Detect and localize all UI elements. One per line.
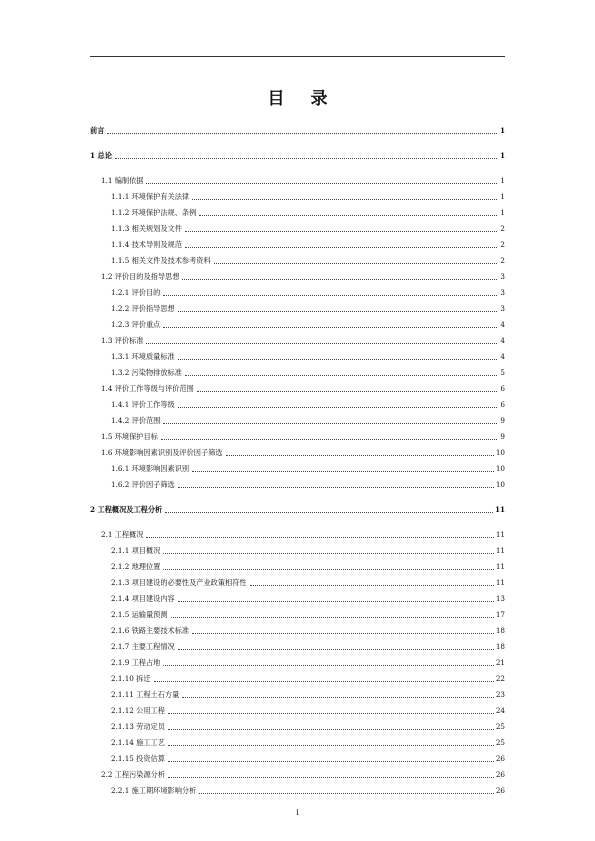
toc-entry-page: 24 xyxy=(495,706,505,715)
toc-entry-page: 18 xyxy=(495,626,505,635)
table-of-contents xyxy=(90,119,505,795)
dot-leader xyxy=(146,343,497,344)
dot-leader xyxy=(192,199,497,200)
dot-leader xyxy=(115,158,497,159)
toc-entry-label: 1.1.5 相关文件及技术参考资料 xyxy=(111,256,211,265)
toc-entry-label: 1.1.3 相关规划及文件 xyxy=(111,224,182,233)
toc-entry[interactable] xyxy=(90,361,505,377)
toc-entry-page: 3 xyxy=(500,288,505,297)
toc-entry[interactable] xyxy=(90,119,505,135)
dot-leader xyxy=(199,793,494,794)
toc-entry-label: 1.2 评价目的及指导思想 xyxy=(101,272,180,281)
dot-leader xyxy=(168,745,494,746)
toc-entry-page: 10 xyxy=(495,464,505,473)
toc-entry-label: 2.1.9 工程占地 xyxy=(111,658,161,667)
dot-leader xyxy=(178,407,497,408)
toc-entry[interactable] xyxy=(90,635,505,651)
dot-leader xyxy=(161,439,497,440)
toc-entry[interactable] xyxy=(90,185,505,201)
toc-entry[interactable] xyxy=(90,747,505,763)
toc-entry-page: 26 xyxy=(495,786,505,795)
dot-leader xyxy=(192,633,494,634)
toc-entry[interactable] xyxy=(90,498,505,514)
toc-entry-page: 23 xyxy=(495,690,505,699)
toc-entry[interactable] xyxy=(90,555,505,571)
page-title: 目 录 xyxy=(267,89,338,109)
toc-entry-label: 2.1.4 项目建设内容 xyxy=(111,594,175,603)
toc-entry[interactable] xyxy=(90,345,505,361)
toc-entry-page: 1 xyxy=(499,151,505,160)
toc-entry-page: 4 xyxy=(500,320,505,329)
dot-leader xyxy=(250,585,494,586)
toc-entry[interactable] xyxy=(90,587,505,603)
dot-leader xyxy=(168,713,494,714)
toc-entry-page: 4 xyxy=(500,336,505,345)
toc-entry-label: 2.1.6 铁路主要技术标准 xyxy=(111,626,190,635)
toc-entry[interactable] xyxy=(90,571,505,587)
dot-leader xyxy=(197,391,497,392)
toc-entry[interactable] xyxy=(90,297,505,313)
toc-entry[interactable] xyxy=(90,217,505,233)
toc-entry-page: 2 xyxy=(500,256,505,265)
dot-leader xyxy=(163,295,497,296)
toc-entry-label: 2.1.7 主要工程情况 xyxy=(111,642,175,651)
toc-entry[interactable] xyxy=(90,539,505,555)
toc-entry-label: 1.2.2 评价指导思想 xyxy=(111,304,175,313)
toc-entry-label: 2.1.12 公用工程 xyxy=(111,706,165,715)
dot-leader xyxy=(178,601,494,602)
toc-entry-page: 18 xyxy=(495,642,505,651)
toc-entry-page: 4 xyxy=(500,352,505,361)
toc-entry-label: 1.5 环境保护目标 xyxy=(101,432,158,441)
toc-entry-page: 3 xyxy=(500,304,505,313)
toc-entry[interactable] xyxy=(90,313,505,329)
toc-entry-label: 2.1.2 地理位置 xyxy=(111,562,161,571)
toc-entry-page: 11 xyxy=(495,546,505,555)
toc-entry-label: 2.2.1 施工期环境影响分析 xyxy=(111,786,197,795)
dot-leader xyxy=(192,471,494,472)
dot-leader xyxy=(146,537,493,538)
dot-leader xyxy=(185,231,497,232)
toc-entry-label: 1.3.2 污染物排放标准 xyxy=(111,368,182,377)
dot-leader xyxy=(178,487,494,488)
toc-entry-page: 25 xyxy=(495,722,505,731)
dot-leader xyxy=(146,183,497,184)
toc-entry[interactable] xyxy=(90,667,505,683)
toc-entry-label: 1.6.1 环境影响因素识别 xyxy=(111,464,190,473)
toc-entry-label: 2.1 工程概况 xyxy=(101,530,144,539)
toc-entry-label: 1.1.4 技术导则及规范 xyxy=(111,240,182,249)
dot-leader xyxy=(163,665,494,666)
toc-entry-page: 26 xyxy=(495,754,505,763)
toc-entry[interactable] xyxy=(90,441,505,457)
dot-leader xyxy=(171,617,494,618)
toc-entry-label: 1.2.3 评价重点 xyxy=(111,320,161,329)
toc-entry[interactable] xyxy=(90,281,505,297)
toc-entry-page: 25 xyxy=(495,738,505,747)
toc-entry[interactable] xyxy=(90,377,505,393)
dot-leader xyxy=(163,569,494,570)
toc-entry[interactable] xyxy=(90,329,505,345)
toc-entry[interactable] xyxy=(90,201,505,217)
toc-entry-page: 21 xyxy=(495,658,505,667)
toc-entry-label: 2.2 工程污染源分析 xyxy=(101,770,166,779)
toc-entry[interactable] xyxy=(90,651,505,667)
toc-entry[interactable] xyxy=(90,457,505,473)
toc-entry-page: 26 xyxy=(495,770,505,779)
toc-entry[interactable] xyxy=(90,233,505,249)
toc-entry-label: 2.1.13 劳动定员 xyxy=(111,722,165,731)
dot-leader xyxy=(163,327,497,328)
toc-entry-label: 2.1.5 运输量预测 xyxy=(111,610,168,619)
toc-entry-label: 2 工程概况及工程分析 xyxy=(90,505,163,514)
toc-entry-label: 1.4.2 评价范围 xyxy=(111,416,161,425)
dot-leader xyxy=(178,311,497,312)
toc-entry[interactable] xyxy=(90,763,505,779)
dot-leader xyxy=(163,423,497,424)
toc-entry[interactable] xyxy=(90,523,505,539)
toc-entry-page: 22 xyxy=(495,674,505,683)
toc-entry-label: 1.2.1 评价目的 xyxy=(111,288,161,297)
toc-entry-page: 2 xyxy=(500,240,505,249)
toc-entry-label: 1.1.1 环境保护有关法律 xyxy=(111,192,190,201)
dot-leader xyxy=(185,375,497,376)
toc-entry-label: 1.6 环境影响因素识别及评价因子筛选 xyxy=(101,448,223,457)
toc-entry-page: 9 xyxy=(500,432,505,441)
toc-entry[interactable] xyxy=(90,144,505,160)
toc-entry[interactable] xyxy=(90,249,505,265)
toc-entry-label: 1.1 编制依据 xyxy=(101,176,144,185)
dot-leader xyxy=(182,279,497,280)
header-rule xyxy=(90,56,505,57)
toc-entry-page: 3 xyxy=(500,272,505,281)
toc-entry-page: 11 xyxy=(494,505,505,514)
toc-entry-label: 2.1.3 项目建设的必要性及产业政策相符性 xyxy=(111,578,247,587)
toc-entry-page: 10 xyxy=(495,480,505,489)
dot-leader xyxy=(107,133,497,134)
toc-entry-page: 1 xyxy=(500,192,505,201)
toc-entry-page: 6 xyxy=(500,384,505,393)
toc-entry[interactable] xyxy=(90,473,505,489)
toc-entry[interactable] xyxy=(90,779,505,795)
toc-entry[interactable] xyxy=(90,619,505,635)
toc-entry-page: 1 xyxy=(500,176,505,185)
dot-leader xyxy=(165,512,493,513)
toc-entry-label: 2.1.15 投资估算 xyxy=(111,754,165,763)
toc-entry-label: 2.1.1 项目概况 xyxy=(111,546,161,555)
toc-entry-label: 1.3 评价标准 xyxy=(101,336,144,345)
toc-entry[interactable] xyxy=(90,425,505,441)
dot-leader xyxy=(163,553,494,554)
toc-entry-page: 2 xyxy=(500,224,505,233)
dot-leader xyxy=(185,247,497,248)
toc-entry-label: 前言 xyxy=(90,126,105,135)
toc-entry-page: 1 xyxy=(499,126,505,135)
toc-entry-label: 1.3.1 环境质量标准 xyxy=(111,352,175,361)
toc-entry-label: 1 总论 xyxy=(90,151,112,160)
toc-entry-page: 1 xyxy=(500,208,505,217)
toc-entry-label: 2.1.10 拆迁 xyxy=(111,674,151,683)
toc-entry-page: 17 xyxy=(495,610,505,619)
dot-leader xyxy=(214,263,497,264)
dot-leader xyxy=(168,729,494,730)
toc-entry[interactable] xyxy=(90,409,505,425)
toc-entry-page: 11 xyxy=(495,562,505,571)
toc-entry-page: 11 xyxy=(495,578,505,587)
dot-leader xyxy=(199,215,497,216)
toc-entry[interactable] xyxy=(90,265,505,281)
toc-entry[interactable] xyxy=(90,683,505,699)
page-number: i xyxy=(296,808,299,817)
dot-leader xyxy=(168,777,494,778)
toc-entry-label: 1.6.2 评价因子筛选 xyxy=(111,480,175,489)
toc-entry-label: 1.1.2 环境保护法规、条例 xyxy=(111,208,197,217)
toc-entry[interactable] xyxy=(90,731,505,747)
toc-entry-page: 6 xyxy=(500,400,505,409)
dot-leader xyxy=(168,761,494,762)
toc-entry-label: 1.4 评价工作等级与评价范围 xyxy=(101,384,194,393)
toc-entry-page: 10 xyxy=(495,448,505,457)
toc-entry[interactable] xyxy=(90,603,505,619)
dot-leader xyxy=(182,697,494,698)
toc-entry[interactable] xyxy=(90,715,505,731)
toc-entry-label: 2.1.11 工程土石方量 xyxy=(111,690,180,699)
toc-entry-page: 13 xyxy=(495,594,505,603)
dot-leader xyxy=(178,649,494,650)
toc-entry-page: 9 xyxy=(500,416,505,425)
toc-entry[interactable] xyxy=(90,699,505,715)
toc-entry-label: 2.1.14 施工工艺 xyxy=(111,738,165,747)
dot-leader xyxy=(154,681,494,682)
toc-entry[interactable] xyxy=(90,169,505,185)
toc-entry-page: 11 xyxy=(495,530,505,539)
toc-entry-page: 5 xyxy=(500,368,505,377)
toc-entry[interactable] xyxy=(90,393,505,409)
toc-entry-label: 1.4.1 评价工作等级 xyxy=(111,400,175,409)
dot-leader xyxy=(178,359,497,360)
dot-leader xyxy=(226,455,494,456)
